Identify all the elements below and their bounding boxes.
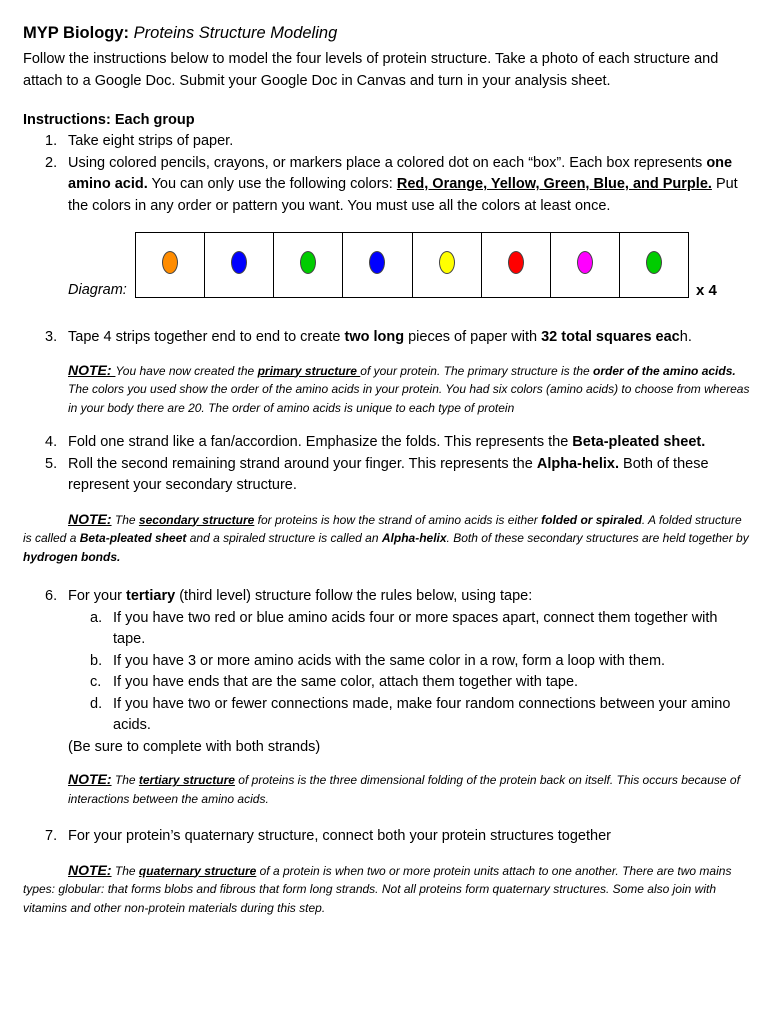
step-number: 6. [45, 588, 58, 604]
note-term: primary structure [257, 363, 361, 378]
note-quaternary-structure [23, 861, 753, 918]
step-2 [23, 153, 753, 218]
amino-acid-box [136, 233, 205, 297]
note-label: NOTE: [68, 771, 112, 787]
step-3 [23, 327, 753, 349]
step-emphasis: Beta-pleated sheet. [572, 434, 706, 450]
note-text: The [111, 863, 139, 878]
intro-paragraph: Follow the instructions below to model the four levels of protein structure. Take a photo of each structure and attach to a Google Doc. Submit your Google Doc in Canvas and turn in your analysis sheet. [23, 51, 719, 89]
note-emphasis: order of the amino acids. [593, 363, 736, 378]
step-text: If you have two or fewer connections made, make four random connections between your amino acids. [113, 695, 731, 733]
step-number: 7. [45, 828, 58, 844]
step-text: For your protein’s quaternary structure, connect both your protein structures together [68, 828, 611, 844]
diagram-label: Diagram: [68, 282, 127, 298]
step-emphasis: tertiary [126, 588, 176, 604]
amino-acid-dot [439, 251, 455, 274]
amino-acid-dot [162, 251, 178, 274]
note-text: and a spiraled structure is called an [186, 531, 382, 545]
amino-acid-dot [369, 251, 385, 274]
step-6d [23, 694, 753, 737]
step-number: 5. [45, 455, 58, 472]
step-emphasis: 32 total squares eac [541, 329, 680, 345]
step-text: If you have ends that are the same color, attach them together with tape. [113, 674, 579, 690]
note-text: of your protein. The primary structure is the [360, 363, 594, 378]
step-text: Put the colors in any order or pattern you want. You must use all the colors at least once. [68, 176, 738, 214]
amino-acid-box [482, 233, 551, 297]
note-label: NOTE: [68, 361, 116, 378]
amino-acid-box [620, 233, 688, 297]
step-number: 3. [45, 329, 58, 345]
step-text: You can only use the following colors: [147, 176, 397, 192]
step-emphasis: two long [344, 329, 405, 345]
step-text: Using colored pencils, crayons, or markers place a colored dot on each “box”. Each box represents [68, 154, 707, 171]
step-number: 2. [45, 154, 58, 171]
amino-acid-dot [577, 251, 593, 274]
step-6c [23, 672, 753, 694]
step-colors: Red, Orange, Yellow, Green, Blue, and Purple. [396, 176, 712, 192]
step-7 [23, 826, 753, 848]
step-number: 4. [45, 434, 58, 450]
title-course: MYP Biology: [23, 24, 130, 42]
amino-acid-box [343, 233, 412, 297]
note-text: for proteins is how the strand of amino acids is either [254, 512, 542, 527]
step-letter: b. [90, 652, 103, 669]
amino-acid-box [205, 233, 274, 297]
step-4 [23, 432, 753, 454]
step-text: (third level) structure follow the rules below, using tape: [175, 588, 533, 604]
step-6 [23, 586, 753, 608]
document-page [23, 22, 753, 917]
step-6-reminder: (Be sure to complete with both strands) [68, 738, 321, 755]
step-text: Take eight strips of paper. [68, 133, 234, 149]
note-emphasis: folded or spiraled [541, 512, 642, 527]
diagram [23, 232, 753, 310]
note-text: The colors you used show the order of the amino acids in your protein. You had six colors (amino acids) to choose from whereas in your body there are 20. The order of amino acids is unique to each type of protein [68, 382, 750, 415]
amino-acid-dot [231, 251, 247, 274]
note-term: secondary structure [138, 512, 255, 527]
note-label: NOTE: [68, 510, 112, 527]
note-text: . A folded structure is called a [23, 512, 742, 545]
amino-acid-box [551, 233, 620, 297]
step-text: Fold one strand like a fan/accordion. Emphasize the folds. This represents the [68, 434, 573, 450]
step-text: h. [679, 329, 692, 345]
step-5 [23, 454, 753, 497]
amino-acid-box [413, 233, 482, 297]
title-topic: Proteins Structure Modeling [133, 24, 338, 42]
amino-acid-dot [300, 251, 316, 274]
diagram-multiplier: x 4 [696, 282, 717, 299]
step-text: pieces of paper with [404, 329, 542, 345]
step-emphasis: one amino acid. [68, 154, 733, 192]
note-text: of a protein is when two or more protein units attach to one another. There are two mains types: globular: that forms blobs and fibrous that form long strands. Not all proteins form quaternary structures. Some also join with vitamins and other non-protein materials during this step. [23, 863, 732, 915]
step-letter: a. [90, 609, 103, 626]
note-tertiary-structure [23, 770, 753, 808]
step-text: Roll the second remaining strand around your finger. This represents the [68, 455, 537, 472]
note-text: . Both of these secondary structures are held together by [446, 531, 749, 545]
note-text: The [111, 773, 139, 787]
step-text: For your [68, 588, 127, 604]
note-text: of proteins is the three dimensional folding of the protein back on itself. This occurs because of interactions between the amino acids. [68, 773, 740, 806]
note-secondary-structure [23, 510, 753, 567]
step-letter: d. [90, 695, 103, 712]
amino-acid-dot [646, 251, 662, 274]
step-text: Both of these represent your secondary structure. [68, 455, 709, 493]
note-text: The [111, 512, 139, 527]
step-text: If you have two red or blue amino acids four or more spaces apart, connect them together with tape. [113, 609, 718, 647]
note-emphasis: hydrogen bonds. [23, 549, 121, 564]
note-text: You have now created the [115, 363, 258, 378]
note-term: quaternary structure [138, 863, 257, 878]
note-emphasis: Alpha-helix [381, 531, 447, 545]
note-label: NOTE: [68, 861, 112, 878]
step-number: 1. [45, 133, 58, 149]
note-primary-structure [23, 361, 753, 418]
note-emphasis: Beta-pleated sheet [79, 531, 187, 545]
step-letter: c. [90, 674, 102, 690]
note-term: tertiary structure [138, 773, 235, 787]
step-emphasis: Alpha-helix. [536, 455, 620, 472]
page-title [23, 22, 753, 44]
step-6b [23, 651, 753, 673]
step-text: Tape 4 strips together end to end to create [68, 329, 345, 345]
paper-strip [135, 232, 689, 298]
amino-acid-box [274, 233, 343, 297]
step-6a [23, 608, 753, 651]
step-1 [23, 131, 753, 153]
instructions-heading: Instructions: Each group [23, 112, 195, 128]
step-text: If you have 3 or more amino acids with the same color in a row, form a loop with them. [113, 652, 666, 669]
amino-acid-dot [508, 251, 524, 274]
